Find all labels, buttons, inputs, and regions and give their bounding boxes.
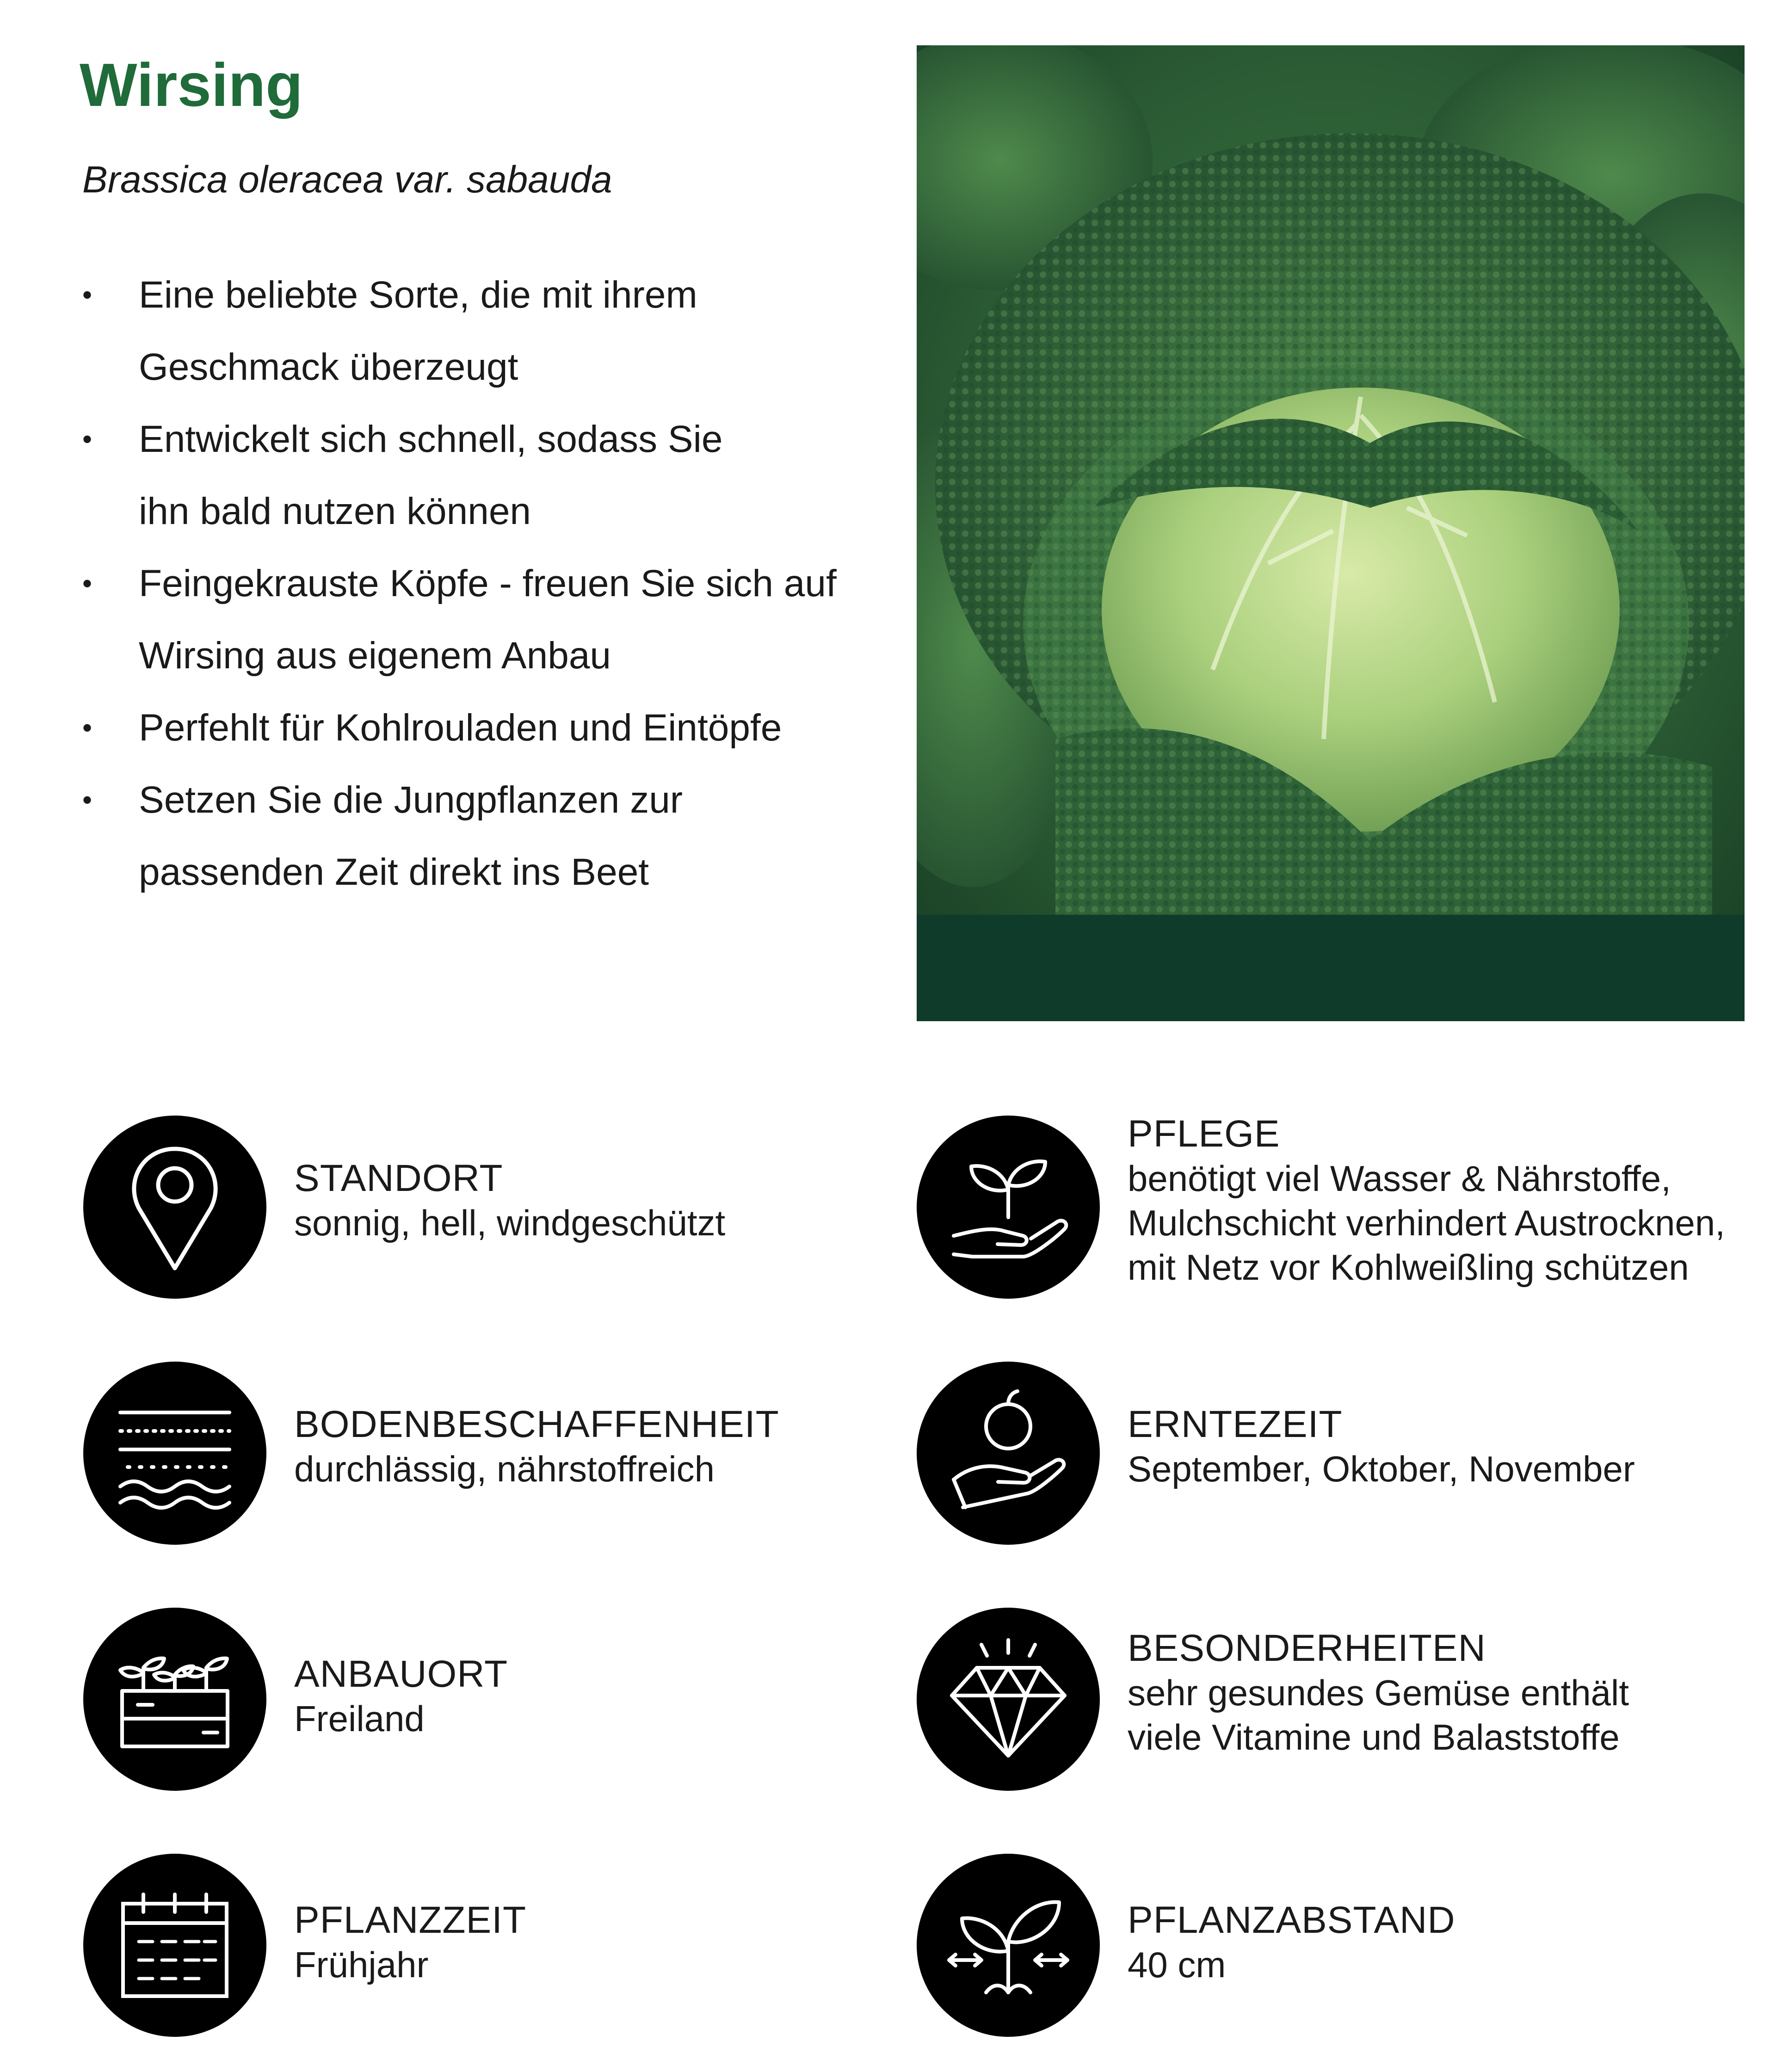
feature-item [80,259,925,403]
latin-name: Brassica oleracea var. sabauda [82,159,612,201]
feature-line: ihn bald nutzen können [139,490,531,532]
info-value: viele Vitamine und Balaststoffe [1128,1717,1620,1758]
feature-line: Geschmack überzeugt [139,346,518,388]
info-heading: STANDORT [294,1157,503,1199]
hand-apple-icon [917,1362,1100,1545]
info-value: September, Oktober, November [1128,1449,1635,1489]
soil-layers-icon [83,1362,266,1545]
bullet: • [82,424,92,455]
feature-line: Wirsing aus eigenem Anbau [139,635,611,677]
feature-line: Feingekrauste Köpfe - freuen Sie sich auf [139,562,837,604]
info-heading: ANBAUORT [294,1653,508,1695]
info-value: sonnig, hell, windgeschützt [294,1202,726,1243]
feature-line: Eine beliebte Sorte, die mit ihrem [139,274,697,316]
info-heading: PFLEGE [1128,1113,1280,1155]
bullet: • [82,784,92,815]
info-value: 40 cm [1128,1944,1226,1985]
bullet: • [82,279,92,310]
info-value: durchlässig, nährstoffreich [294,1449,715,1489]
info-heading: ERNTEZEIT [1128,1403,1343,1445]
info-heading: PFLANZZEIT [294,1899,527,1941]
hand-seedling-icon [917,1116,1100,1299]
feature-item [80,548,925,692]
product-title: Wirsing [80,51,303,119]
feature-line: Perfehlt für Kohlrouladen und Eintöpfe [139,707,782,749]
info-value: benötigt viel Wasser & Nährstoffe, [1128,1158,1671,1199]
info-heading: BESONDERHEITEN [1128,1627,1486,1669]
bullet: • [82,712,92,743]
planter-box-icon [83,1608,266,1791]
feature-line: Setzen Sie die Jungpflanzen zur [139,779,683,821]
feature-line: passenden Zeit direkt ins Beet [139,851,649,893]
feature-item [80,764,925,908]
info-value: sehr gesundes Gemüse enthält [1128,1672,1629,1713]
info-value: Freiland [294,1698,425,1739]
feature-item [80,692,925,764]
feature-list [80,259,925,908]
feature-line: Entwickelt sich schnell, sodass Sie [139,418,723,460]
location-pin-icon [83,1116,266,1299]
info-value: mit Netz vor Kohlweißling schützen [1128,1247,1689,1288]
feature-item [80,403,925,548]
info-heading: BODENBESCHAFFENHEIT [294,1403,779,1445]
info-value: Mulchschicht verhindert Austrocknen, [1128,1202,1725,1243]
info-heading: PFLANZABSTAND [1128,1899,1455,1941]
diamond-icon [917,1608,1100,1791]
product-photo [917,45,1745,1021]
bullet: • [82,568,92,599]
plant-spacing-icon [917,1854,1100,2037]
calendar-icon [83,1854,266,2037]
info-value: Frühjahr [294,1944,429,1985]
